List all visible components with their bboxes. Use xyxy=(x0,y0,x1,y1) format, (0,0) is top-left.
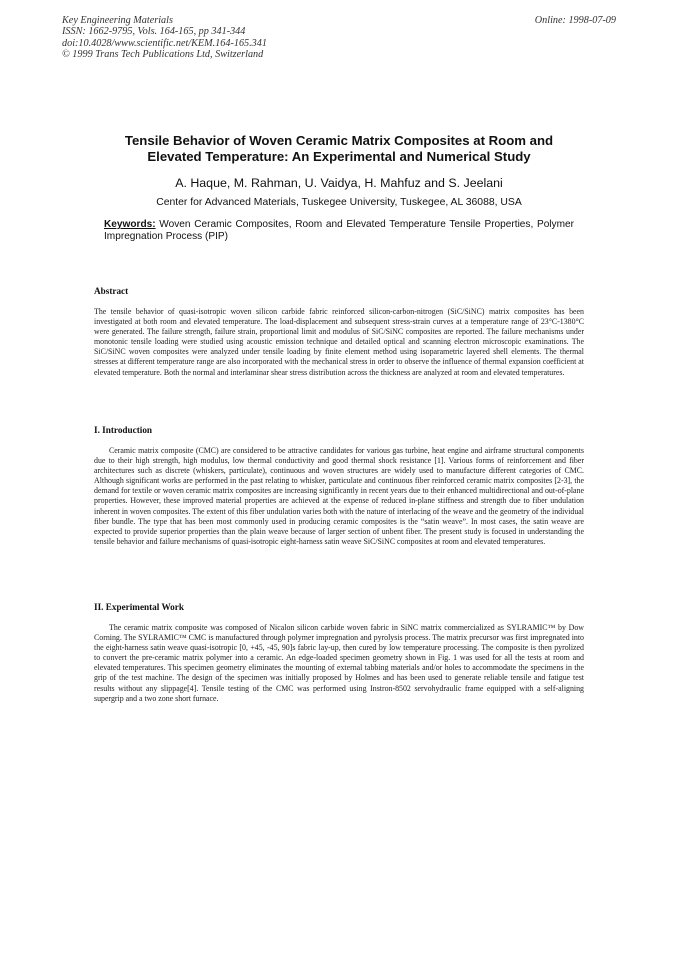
doi-line[interactable]: doi:10.4028/www.scientific.net/KEM.164-165.341 xyxy=(62,37,267,49)
online-date: Online: 1998-07-09 xyxy=(534,15,616,26)
journal-name: Key Engineering Materials xyxy=(62,15,173,26)
experimental-text: The ceramic matrix composite was composed of Nicalon silicon carbide woven fabric in SiNC matrix commercialized as SYLRAMIC™ by Dow Corning. The SYLRAMIC™ CMC is manufactured through polymer impregnation and pyrolysis process. The matrix precursor was first impregnated into the eight-harness satin weave quasi-isotropic [0, +45, -45, 90]s fabric lay-up, then cured by low temperature processing. The composite is then pyrolized to convert the pre-ceramic matrix polymer into a ceramic. An edge-loaded specimen geometry shown in Fig. 1 was used for all the tests at room and elevated temperatures. This specimen geometry eliminates the mounting of external tabbing materials and/or holes to accommodate the specimens in the grip of the test machine. The design of the specimen was initially proposed by Holmes and has been used to generate reliable tensile and fatigue test results without any slippage[4]. Tensile testing of the CMC was performed using Instron-8502 servohydraulic frame equipped with a self-aligning supergrip and a two zone short furnace. xyxy=(94,623,584,703)
affiliation: Center for Advanced Materials, Tuskegee University, Tuskegee, AL 36088, USA xyxy=(156,197,522,208)
abstract-text: The tensile behavior of quasi-isotropic woven silicon carbide fabric reinforced silicon-carbon-nitrogen (SiC/SiNC) matrix composites has been investigated at both room and elevated temperature. The load-displacement and subsequent stress-strain curves at a temperature range of 23°C-1380°C were generated. The failure strength, failure strain, proportional limit and modulus of SiC/SiNC composites are reported. The failure mechanisms under monotonic tensile loading were studied using acoustic emission technique and detailed optical and scanning electron microscopic examinations. The SiC/SiNC woven composites were analyzed under tensile loading by finite element method using isoparametric layered shell elements. The thermal stresses at different temperature range are also incorporated with the mechanical stress in order to observe the influence of thermal expansion coefficient at elevated temperature. Both the normal and interlaminar shear stress distribution across the thickness are analyzed at room and elevated temperatures. xyxy=(94,307,584,377)
keywords-block xyxy=(104,219,574,243)
title-line-2: Elevated Temperature: An Experimental and Numerical Study xyxy=(147,149,531,164)
experimental-heading: II. Experimental Work xyxy=(94,602,184,612)
introduction-heading: I. Introduction xyxy=(94,425,153,435)
issn-line: ISSN: 1662-9795, Vols. 164-165, pp 341-344 xyxy=(62,26,246,38)
copyright-line: © 1999 Trans Tech Publications Ltd, Switzerland xyxy=(62,49,264,61)
experimental-body xyxy=(94,623,584,704)
keywords-label: Keywords: xyxy=(104,219,156,230)
abstract-heading: Abstract xyxy=(94,286,129,296)
introduction-text: Ceramic matrix composite (CMC) are considered to be attractive candidates for various gas turbine, heat engine and airframe structural components due to their high strength, high modulus, low thermal conductivity and good thermal shock resistance [1]. Various forms of reinforcement and fiber architectures such as discrete (whiskers, particulate), continuous and woven structures are widely used to manufacture different categories of CMC. Although significant works are performed in the past relating to whisker, particulate and continuous fiber reinforced ceramic matrix composites [2-3], the demand for textile or woven ceramic matrix composites are increasing significantly in recent years due to their enhanced multidirectional and out-of-plane properties. However, these improved material properties are achieved at the expense of reduced in-plane stiffness and strength due to fiber undulation inherent in woven composites. The extent of this fiber undulation varies both with the nature of interlacing of the weave and the geometry of the individual fiber bundle. The type that has been most commonly used in producing ceramic composites is the “satin weave”. In most cases, the satin weave are expected to provide superior properties than the plain weave because of larger section of unbent fiber. The present study is focused in understanding the tensile behavior and failure mechanisms of quasi-isotropic eight-harness satin weave SiC/SiNC composites at room and elevated temperatures. xyxy=(94,446,584,546)
paper-title xyxy=(96,133,582,165)
abstract-body xyxy=(94,307,584,378)
author-list: A. Haque, M. Rahman, U. Vaidya, H. Mahfuz and S. Jeelani xyxy=(175,176,503,190)
introduction-body xyxy=(94,446,584,547)
title-line-1: Tensile Behavior of Woven Ceramic Matrix Composites at Room and xyxy=(124,133,554,148)
journal-header xyxy=(62,15,267,61)
keywords-text: Woven Ceramic Composites, Room and Elevated Temperature Tensile Properties, Polymer Impregnation Process (PIP) xyxy=(104,219,574,243)
